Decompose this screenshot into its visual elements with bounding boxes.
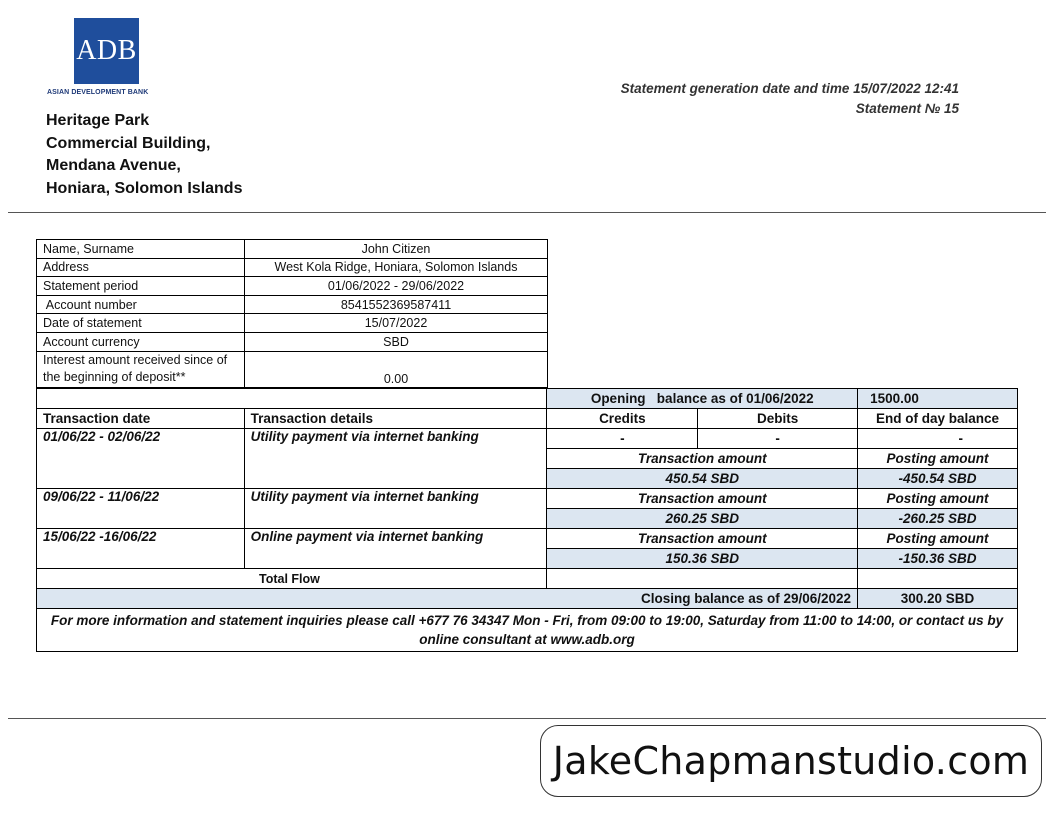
credits-cell: - xyxy=(547,429,698,449)
posting-amount: -260.25 SBD xyxy=(858,509,1018,529)
header-row xyxy=(37,409,1018,429)
logo-text: ADB xyxy=(76,35,137,66)
total-flow-eod xyxy=(858,569,1018,589)
debits-cell: - xyxy=(698,429,858,449)
transaction-date: 15/06/22 -16/06/22 xyxy=(37,529,245,569)
info-value: 01/06/2022 - 29/06/2022 xyxy=(245,277,548,296)
info-value: SBD xyxy=(245,332,548,351)
transactions-table xyxy=(36,388,1018,652)
transaction-amount-label: Transaction amount xyxy=(547,529,858,549)
closing-balance-value: 300.20 SBD xyxy=(858,589,1018,609)
closing-balance-label: Closing balance as of 29/06/2022 xyxy=(37,589,858,609)
total-flow-value xyxy=(547,569,858,589)
address-line: Honiara, Solomon Islands xyxy=(46,180,243,198)
address-line: Mendana Avenue, xyxy=(46,157,181,175)
info-row xyxy=(37,295,548,314)
address-line: Commercial Building, xyxy=(46,134,211,152)
table-row xyxy=(37,529,1018,549)
bank-address xyxy=(46,110,242,201)
info-value: 0.00 xyxy=(245,351,548,387)
footer-row xyxy=(37,609,1018,652)
watermark: JakeChapmanstudio.com xyxy=(540,725,1042,797)
contact-info: For more information and statement inquiries please call +677 76 34347 Mon - Fri, from 09:00 to 19:00, Saturday from 11:00 to 14:00, or contact us by online consultant at www.adb.org xyxy=(37,609,1018,652)
opening-balance-label: Opening balance as of 01/06/2022 xyxy=(547,389,858,409)
blank-cell xyxy=(244,389,547,409)
info-value: 8541552369587411 xyxy=(245,295,548,314)
info-label: Interest amount received since of the beginning of deposit** xyxy=(37,351,245,387)
transaction-date: 09/06/22 - 11/06/22 xyxy=(37,489,245,529)
address-line: Heritage Park xyxy=(46,112,150,129)
header-divider xyxy=(8,212,1046,213)
col-header-details: Transaction details xyxy=(244,409,547,429)
info-label: Date of statement xyxy=(37,314,245,333)
opening-balance-value: 1500.00 xyxy=(858,389,1018,409)
transaction-details: Utility payment via internet banking xyxy=(244,429,547,489)
info-value: West Kola Ridge, Honiara, Solomon Islands xyxy=(245,258,548,277)
transaction-details: Utility payment via internet banking xyxy=(244,489,547,529)
logo-subtitle: ASIAN DEVELOPMENT BANK xyxy=(47,89,149,96)
posting-amount-label: Posting amount xyxy=(858,529,1018,549)
transaction-amount: 260.25 SBD xyxy=(547,509,858,529)
info-label: Account currency xyxy=(37,332,245,351)
transaction-details: Online payment via internet banking xyxy=(244,529,547,569)
info-label: Address xyxy=(37,258,245,277)
table-row xyxy=(37,429,1018,449)
col-header-eod: End of day balance xyxy=(858,409,1018,429)
col-header-credits: Credits xyxy=(547,409,698,429)
closing-balance-row xyxy=(37,589,1018,609)
info-row xyxy=(37,277,548,296)
transaction-amount-label: Transaction amount xyxy=(547,489,858,509)
blank-cell xyxy=(37,389,245,409)
footer-divider xyxy=(8,718,1046,719)
posting-amount: -150.36 SBD xyxy=(858,549,1018,569)
info-value: 15/07/2022 xyxy=(245,314,548,333)
info-value: John Citizen xyxy=(245,240,548,259)
info-row xyxy=(37,314,548,333)
info-label: Name, Surname xyxy=(37,240,245,259)
statement-meta xyxy=(621,79,959,119)
info-label: Account number xyxy=(37,295,245,314)
adb-logo xyxy=(74,18,139,84)
posting-amount: -450.54 SBD xyxy=(858,469,1018,489)
col-header-debits: Debits xyxy=(698,409,858,429)
transaction-amount: 150.36 SBD xyxy=(547,549,858,569)
total-flow-label: Total Flow xyxy=(37,569,547,589)
info-row xyxy=(37,351,548,387)
transaction-amount-label: Transaction amount xyxy=(547,449,858,469)
info-label: Statement period xyxy=(37,277,245,296)
posting-amount-label: Posting amount xyxy=(858,449,1018,469)
posting-amount-label: Posting amount xyxy=(858,489,1018,509)
opening-balance-row xyxy=(37,389,1018,409)
generation-datetime: Statement generation date and time 15/07/2022 12:41 xyxy=(620,81,959,96)
statement-number: Statement № 15 xyxy=(855,101,959,116)
table-row xyxy=(37,489,1018,509)
transaction-amount: 450.54 SBD xyxy=(547,469,858,489)
eod-cell: - xyxy=(858,429,1018,449)
info-row xyxy=(37,332,548,351)
total-flow-row xyxy=(37,569,1018,589)
transaction-date: 01/06/22 - 02/06/22 xyxy=(37,429,245,489)
info-row xyxy=(37,258,548,277)
info-row xyxy=(37,240,548,259)
account-info-table xyxy=(36,239,548,388)
col-header-date: Transaction date xyxy=(37,409,245,429)
